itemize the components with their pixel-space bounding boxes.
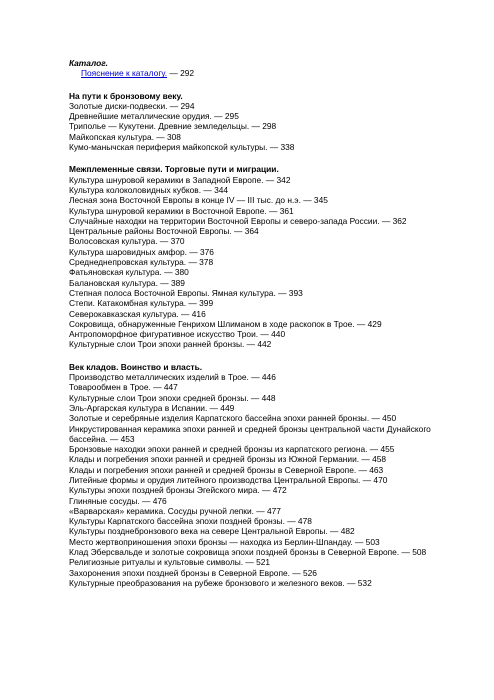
list-item: «Варварская» керамика. Сосуды ручной лепки. — 477: [69, 505, 281, 516]
list-item: Место жертвоприношения эпохи бронзы — находка из Берлин-Шпандау. — 503: [69, 536, 380, 547]
list-item: Культура шаровидных амфор. — 376: [69, 246, 214, 257]
list-item: Клады и погребения эпохи ранней и средней бронзы из Южной Германии. — 458: [69, 454, 387, 465]
catalog-explanation-link[interactable]: Пояснение к каталогу.: [81, 68, 168, 79]
list-item: Золотые и серебряные изделия Карпатского бассейна эпохи ранней бронзы. — 450: [69, 413, 397, 424]
list-item: Золотые диски-подвески. — 294: [69, 100, 195, 111]
list-item: Культуры эпохи поздней бронзы Эгейского мира. — 472: [69, 485, 287, 496]
list-item: Северокавказская культура. — 416: [69, 308, 206, 319]
list-item: Культура шнуровой керамики в Западной Европе. — 342: [69, 174, 291, 185]
list-item: Бронзовые находки эпохи ранней и средней бронзы из карпатского региона. — 455: [69, 444, 395, 455]
list-item: Случайные находки на территории Восточной Европы и северо-запада России. — 362: [69, 215, 407, 226]
list-item: Фатьяновская культура. — 380: [69, 267, 189, 278]
list-item: Инкрустированная керамика эпохи ранней и средней бронзы центральной части Дунайского: [69, 423, 431, 434]
list-item: Сокровища, обнаруженные Генрихом Шлиманом в ходе раскопок в Трое. — 429: [69, 318, 382, 329]
list-item: Антропоморфное фигуративное искусство Трои. — 440: [69, 329, 286, 340]
list-item: Степи. Катакомбная культура. — 399: [69, 298, 214, 309]
section-age-of-hoards: [69, 362, 479, 589]
list-item: Литейные формы и орудия литейного производства Центральной Европы. — 470: [69, 474, 388, 485]
list-item: Лесная зона Восточной Европы в конце IV — III тыс. до н.э. — 345: [69, 195, 328, 206]
list-item: Среднеднепровская культура. — 378: [69, 257, 214, 268]
list-item: Производство металлических изделий в Трое. — 446: [69, 372, 276, 383]
list-item: Эль-Аргарская культура в Испании. — 449: [69, 402, 235, 413]
list-item: Древнейшие металлические орудия. — 295: [69, 111, 239, 122]
list-item: Майкопская культура. — 308: [69, 131, 181, 142]
section-title: Межплеменные связи. Торговые пути и миграции.: [69, 164, 279, 175]
list-item: Товарообмен в Трое. — 447: [69, 382, 178, 393]
list-item: Клады и погребения эпохи ранней и средней бронзы в Северной Европе. — 463: [69, 464, 384, 475]
list-item: Волосовская культура. — 370: [69, 236, 185, 247]
list-item: бассейна. — 453: [69, 433, 135, 444]
list-item: Культура колоколовидных кубков. — 344: [69, 184, 229, 195]
list-item: Центральные районы Восточной Европы. — 364: [69, 226, 259, 237]
list-item: Культуры позднебронзового века на севере Центральной Европы. — 482: [69, 526, 355, 537]
list-item: Культурные слои Трои эпохи ранней бронзы. — 442: [69, 339, 272, 350]
list-item: Кумо-манычская периферия майкопской культуры. — 338: [69, 142, 295, 153]
catalog-explanation-item: [69, 68, 479, 78]
list-item: Триполье — Кукутени. Древние земледельцы. — 298: [69, 121, 277, 132]
list-item: Культуры Карпатского бассейна эпохи поздней бронзы. — 478: [69, 516, 312, 527]
list-item: Балановская культура. — 389: [69, 277, 185, 288]
list-item: Клад Эберсвальде и золотые сокровища эпохи поздней бронзы в Северной Европе. — 508: [69, 547, 427, 558]
section-title: На пути к бронзовому веку.: [69, 90, 183, 101]
table-of-contents: [69, 58, 479, 588]
section-bronze-age-path: [69, 91, 479, 153]
list-item: Степная полоса Восточной Европы. Ямная культура. — 393: [69, 287, 303, 298]
list-item: Культурные слои Трои эпохи средней бронзы. — 448: [69, 392, 276, 403]
list-item: Захоронения эпохи поздней бронзы в Северной Европе. — 526: [69, 567, 317, 578]
list-item: Культурные преобразования на рубеже бронзового и железного веков. — 532: [69, 577, 372, 588]
catalog-title: Каталог.: [69, 58, 108, 68]
catalog-explanation-page: — 292: [167, 68, 195, 79]
list-item: Глиняные сосуды. — 476: [69, 495, 167, 506]
section-title: Век кладов. Воинство и власть.: [69, 361, 203, 372]
list-item: Религиозные ритуалы и культовые символы. — 521: [69, 557, 271, 568]
list-item: Культура шнуровой керамики в Восточной Европе. — 361: [69, 205, 294, 216]
section-trade-routes: [69, 164, 479, 349]
